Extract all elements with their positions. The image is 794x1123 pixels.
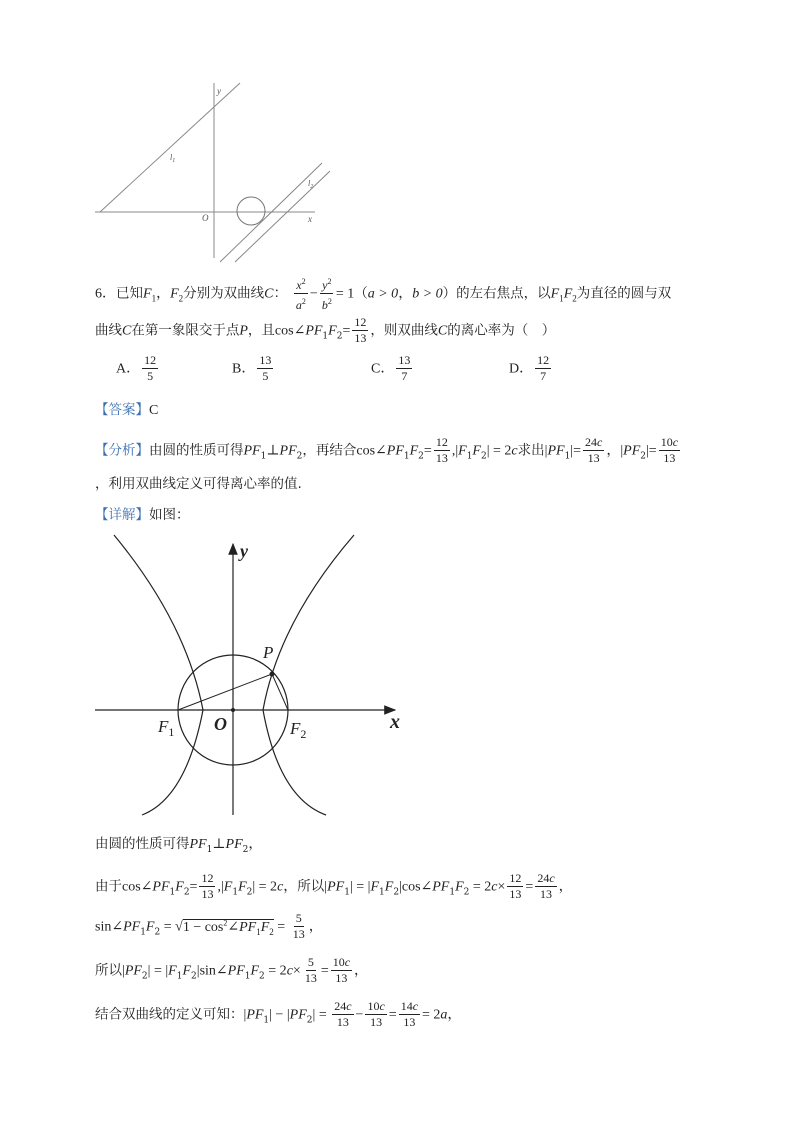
detail-tag: 【详解】 xyxy=(95,507,149,523)
l1-label: $l_1$ xyxy=(170,153,176,164)
answer-value: C xyxy=(149,403,159,418)
analysis-line-1: 【分析】由圆的性质可得$PF_1\perp PF_2$，再结合$\cos\angle PF_1F_2=$ $\frac{12}{13}$ $,|F_1F_2| = 2c$求出$|PF_1|=$ $\frac{24c}{13}$ ，$|PF_2|=$ $\frac{10c}{13}$ xyxy=(95,435,679,465)
option-a[interactable]: A． $\frac{12}{5}$ xyxy=(116,353,157,383)
segment-pf1 xyxy=(178,674,272,710)
option-d[interactable]: D． $\frac{12}{7}$ xyxy=(509,353,550,383)
point-p xyxy=(270,672,275,677)
question-line-2: 曲线C在第一象限交于点P，且$\cos\angle PF_1F_2=$ $\frac{12}{13}$ ，则双曲线C的离心率为（ ） xyxy=(95,315,556,345)
analysis-tag: 【分析】 xyxy=(95,442,149,459)
y-label: y xyxy=(217,86,221,96)
point-o xyxy=(231,708,235,712)
origin-label: O xyxy=(214,714,227,734)
f2-label: $F_2$ xyxy=(290,719,307,741)
right-branch xyxy=(263,535,354,815)
detail-line: 【详解】如图： xyxy=(95,507,190,523)
line-l2-lower xyxy=(235,171,330,262)
solution-line-2: 由于$\cos\angle PF_1F_2=$ $\frac{12}{13}$ $,|F_1F_2| = 2c$，所以$|PF_1|$ = $|F_1F_2|\cos\angle PF_1F_2 = 2c\times$ $\frac{12}{13}$ = $\frac{24c}{13}$ ， xyxy=(95,871,573,901)
solution-line-1: 由圆的性质可得$PF_1\perp PF_2$， xyxy=(95,836,263,855)
x-label: x xyxy=(390,711,400,733)
answer-tag: 【答案】 xyxy=(95,402,149,418)
x-label: x xyxy=(308,214,312,224)
y-label: y xyxy=(240,541,248,561)
analysis-line-2: ，利用双曲线定义可得离心率的值. xyxy=(95,476,302,492)
figure-lines-circle xyxy=(90,78,330,268)
origin-label: O xyxy=(202,213,209,223)
f1-label: $F_1$ xyxy=(158,717,175,739)
solution-line-5: 结合双曲线的定义可知：$|PF_1| - |PF_2|$ = $\frac{24c}{13}$ − $\frac{10c}{13}$ = $\frac{14c}{13}$ = 2a， xyxy=(95,999,462,1029)
small-circle xyxy=(237,197,265,225)
p-label: P xyxy=(263,643,274,662)
line-l1 xyxy=(100,83,240,212)
option-c[interactable]: C． $\frac{13}{7}$ xyxy=(371,353,411,383)
solution-line-4: 所以$|PF_2|$ = $|F_1F_2|\sin\angle PF_1F_2 = 2c\times$ $\frac{5}{13}$ = $\frac{10c}{13}$ ， xyxy=(95,955,369,985)
question-number: 6． xyxy=(95,286,116,302)
figure-hyperbola xyxy=(90,530,420,820)
option-b[interactable]: B． $\frac{13}{5}$ xyxy=(232,353,272,383)
solution-line-3: $\sin\angle PF_1F_2 = √1$ − $\cos^2\angle PF_1F_2$ = $\frac{5}{13}$ ， xyxy=(95,911,323,941)
left-branch xyxy=(114,535,203,815)
question-line-1: 6．已知$F_1$，$F_2$分别为双曲线C： $\frac{x^2}{a^2}$ − $\frac{y^2}{b^2}$ = 1（a > 0，b > 0）的左右焦点，以$F_1F_2$为直径的圆与双 xyxy=(95,277,672,312)
l2-label: $l_2$ xyxy=(308,179,314,190)
answer-line xyxy=(95,400,158,421)
